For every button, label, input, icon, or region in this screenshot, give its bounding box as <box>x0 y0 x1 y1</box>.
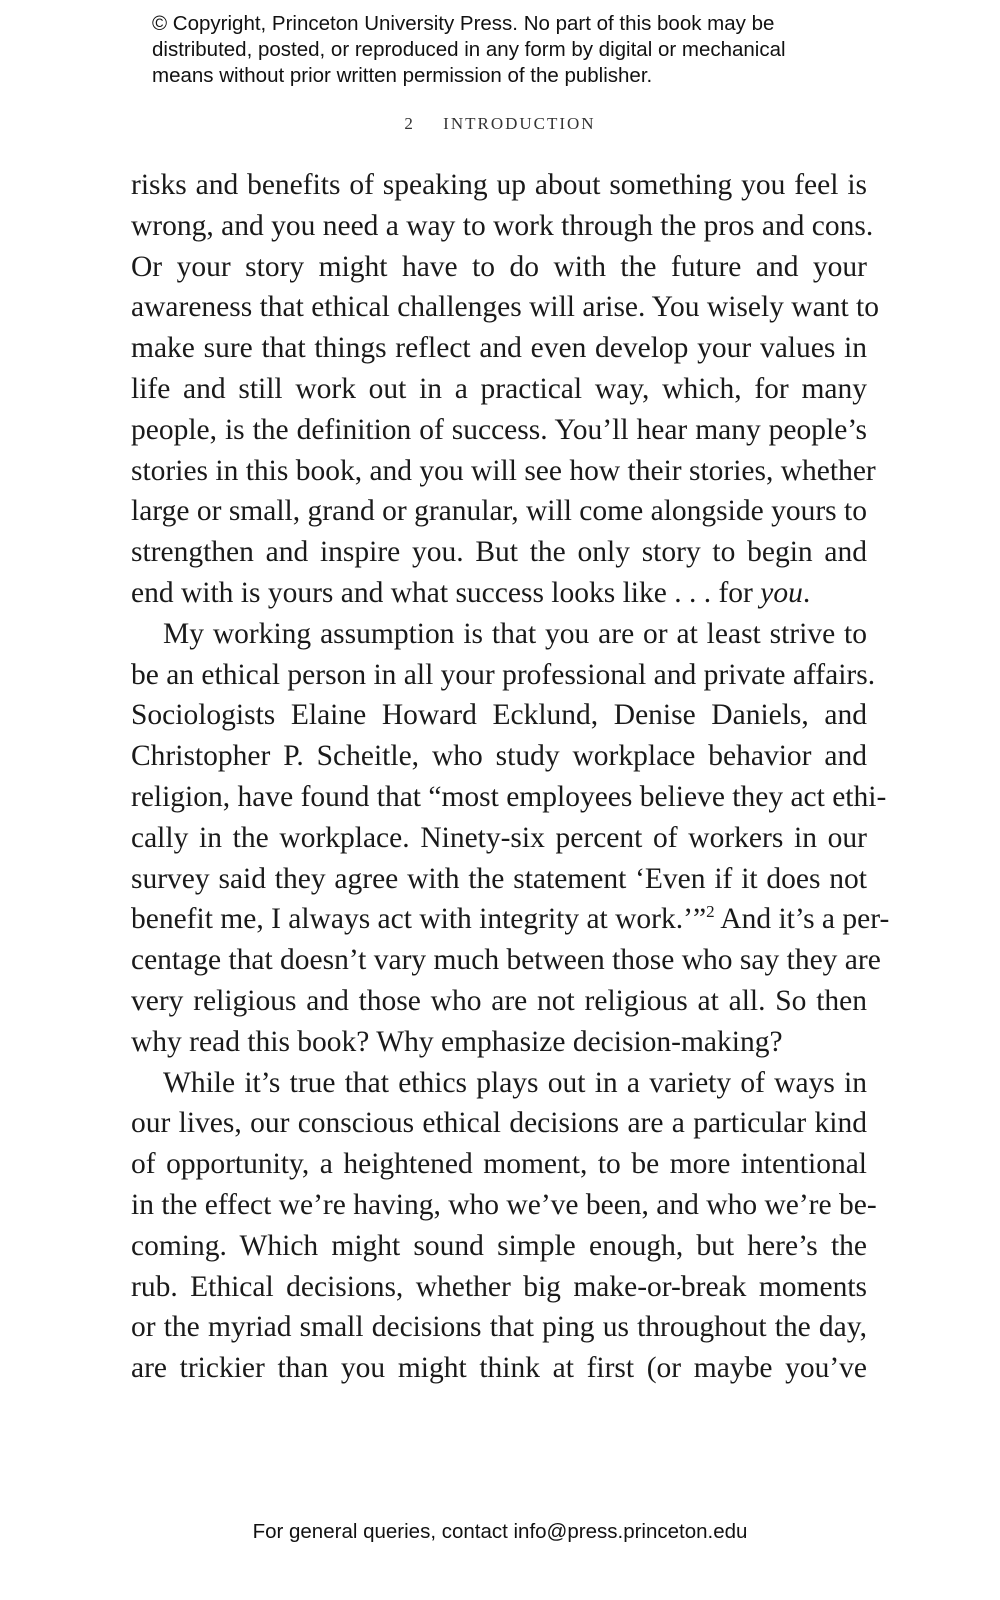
copyright-line: © Copyright, Princeton University Press. No part of this book may be <box>152 12 775 35</box>
text-line: wrong, and you need a way to work through the pros and cons. <box>131 209 874 242</box>
text-line: coming. Which might sound simple enough, but here’s the <box>131 1229 867 1262</box>
text-line: stories in this book, and you will see how their stories, whether <box>131 454 876 487</box>
text-line: of opportunity, a heightened moment, to be more intentional <box>131 1148 867 1181</box>
text-line: survey said they agree with the statement ‘Even if it does not <box>131 862 867 895</box>
paragraph <box>131 1063 877 1389</box>
text-line: are trickier than you might think at first (or maybe you’ve <box>131 1352 867 1385</box>
text-line: our lives, our conscious ethical decisions are a particular kind <box>131 1107 867 1140</box>
text-line: strengthen and inspire you. But the only story to begin and <box>131 536 867 569</box>
text-line: Sociologists Elaine Howard Ecklund, Denise Daniels, and <box>131 699 867 732</box>
text-line: While it’s true that ethics plays out in a variety of ways in <box>163 1066 867 1099</box>
footnote-ref[interactable]: 2 <box>706 902 715 922</box>
copyright-notice <box>152 11 872 89</box>
text-line: in the effect we’re having, who we’ve been, and who we’re be- <box>131 1188 877 1221</box>
text-line: make sure that things reflect and even develop your values in <box>131 332 867 365</box>
running-head <box>0 114 1000 134</box>
text-line: benefit me, I always act with integrity at work.’”$^2$ And it’s a per- <box>131 902 890 936</box>
text-line: Or your story might have to do with the future and your <box>131 250 867 283</box>
text-line: or the myriad small decisions that ping us throughout the day, <box>131 1311 867 1344</box>
emphasis: you <box>760 576 803 609</box>
text-line: risks and benefits of speaking up about something you feel is <box>131 169 867 201</box>
paragraph <box>131 614 890 1063</box>
text-line: large or small, grand or granular, will come alongside yours to <box>131 495 867 528</box>
chapter-title: INTRODUCTION <box>443 114 596 133</box>
body-text <box>131 165 890 1389</box>
text-line: end with is yours and what success looks like . . . for you. <box>131 576 811 609</box>
text-line: be an ethical person in all your professional and private affairs. <box>131 658 876 691</box>
text-line: awareness that ethical challenges will arise. You wisely want to <box>131 291 879 324</box>
text-line: My working assumption is that you are or at least strive to <box>163 617 867 650</box>
text-line: people, is the definition of success. You’ll hear many people’s <box>131 413 867 446</box>
copyright-line: means without prior written permission of the publisher. <box>152 64 653 87</box>
paragraph <box>131 165 879 614</box>
text-line: Christopher P. Scheitle, who study workplace behavior and <box>131 740 867 773</box>
page-number: 2 <box>404 114 415 133</box>
text-line: centage that doesn’t vary much between those who say they are <box>131 944 881 977</box>
text-line: religion, have found that “most employees believe they act ethi- <box>131 780 887 813</box>
footer-contact: For general queries, contact info@press.princeton.edu <box>252 1520 748 1543</box>
text-line: cally in the workplace. Ninety-six percent of workers in our <box>131 821 867 854</box>
text-line: why read this book? Why emphasize decision-making? <box>131 1025 783 1058</box>
text-line: life and still work out in a practical way, which, for many <box>131 372 867 405</box>
text-line: very religious and those who are not religious at all. So then <box>131 984 867 1017</box>
copyright-line: distributed, posted, or reproduced in any form by digital or mechanical <box>152 38 786 61</box>
text-line: rub. Ethical decisions, whether big make-or-break moments <box>131 1270 867 1303</box>
